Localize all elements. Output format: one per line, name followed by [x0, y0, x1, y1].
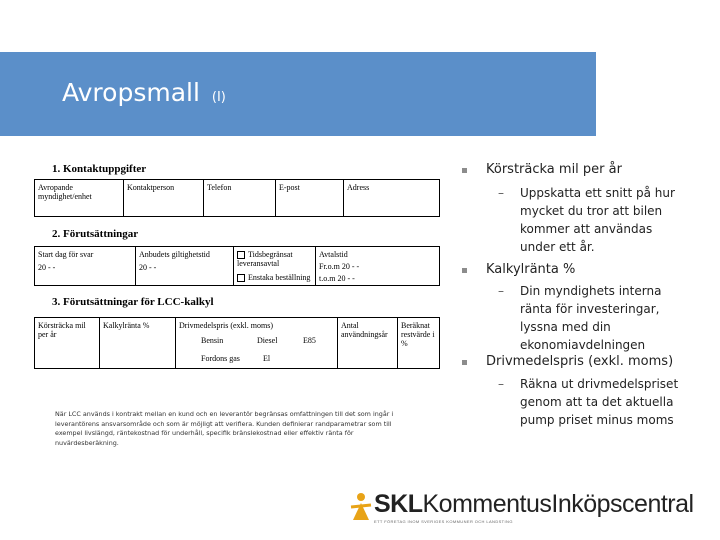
sub-bullet-drivmedelspris: – Räkna ut drivmedelspriset genom att ta det aktuella pump priset minus moms — [498, 377, 679, 427]
skl-kommentus-logo — [350, 490, 694, 530]
form-period-label: Avtalstid — [319, 250, 348, 259]
lcc-note: När LCC används i kontrakt mellan en kund och en leverantör begränsas omfattningen till det som ingår i leverantörens ansvarsområde och som är möjligt att verifiera. Kunden definierar randparametrar som till exempel livslängd, räntekostnad för underhåll, specifik bränslekostnad eller effektiv ränta för nuvärdesberäkning. — [55, 410, 394, 447]
form-section3-heading: 3. Förutsättningar för LCC-kalkyl — [52, 296, 214, 308]
form-col-restvarde: Beräknat restvärde i % — [401, 321, 435, 348]
form-fuel-e85: E85 — [303, 336, 316, 345]
form-opt-enstaka: Enstaka beställning — [237, 273, 310, 282]
slide-title-suffix: (I) — [211, 90, 226, 105]
form-section1-heading: 1. Kontaktuppgifter — [52, 163, 147, 175]
form-valid-value: 20 - - — [139, 263, 157, 272]
form-col-korstracka: Körsträcka mil per år — [38, 321, 86, 339]
form-col-antal: Antal användningsår — [341, 321, 388, 339]
checkbox-icon — [237, 274, 245, 282]
form-start-value: 20 - - — [38, 263, 56, 272]
form-fuel-el: El — [263, 354, 271, 363]
bullet-square-icon — [462, 360, 467, 365]
form-start-label: Start dag för svar — [38, 250, 94, 259]
dash-icon: – — [498, 377, 504, 391]
checkbox-icon — [237, 251, 245, 259]
form-col-avropande: Avropande myndighet/enhet — [38, 183, 92, 201]
form-section2-table — [34, 246, 440, 286]
form-col-kalkylranta: Kalkylränta % — [103, 321, 150, 330]
form-valid-label: Anbudets giltighetstid — [139, 250, 210, 259]
slide-title-text: Avropsmall — [62, 78, 200, 107]
bullet-square-icon — [462, 168, 467, 173]
form-period-from: Fr.o.m 20 - - — [319, 262, 360, 271]
bullet-square-icon — [462, 268, 467, 273]
form-fuel-bensin: Bensin — [201, 336, 224, 345]
logo-wordmark: SKLKommentusInköpscentral — [374, 490, 694, 518]
form-section1-table — [34, 179, 440, 217]
form-fuel-fordonsgas: Fordons gas — [201, 354, 240, 363]
slide-title — [62, 78, 226, 107]
form-period-to: t.o.m 20 - - — [319, 274, 355, 283]
dash-icon: – — [498, 284, 504, 298]
dash-icon: – — [498, 186, 504, 200]
form-section3-table — [34, 317, 440, 369]
sub-bullet-kalkylranta: – Din myndighets interna ränta för investeringar, lyssna med din ekonomiavdelningen — [498, 284, 662, 352]
form-col-epost: E-post — [279, 183, 300, 192]
form-opt-tidsbegransat: Tidsbegränsat leveransavtal — [237, 250, 293, 269]
form-col-adress: Adress — [347, 183, 370, 192]
form-fuel-diesel: Diesel — [257, 336, 278, 345]
person-icon — [350, 492, 372, 522]
form-section2-heading: 2. Förutsättningar — [52, 228, 139, 240]
form-col-drivmedel: Drivmedelspris (exkl. moms) — [179, 321, 273, 330]
form-template-image — [30, 160, 443, 380]
logo-tagline: ETT FÖRETAG INOM SVERIGES KOMMUNER OCH LANDSTING — [374, 519, 513, 524]
sub-bullet-korstracka: – Uppskatta ett snitt på hur mycket du tror att bilen kommer att användas under ett år. — [498, 186, 675, 254]
form-col-telefon: Telefon — [207, 183, 232, 192]
form-col-kontaktperson: Kontaktperson — [127, 183, 175, 192]
